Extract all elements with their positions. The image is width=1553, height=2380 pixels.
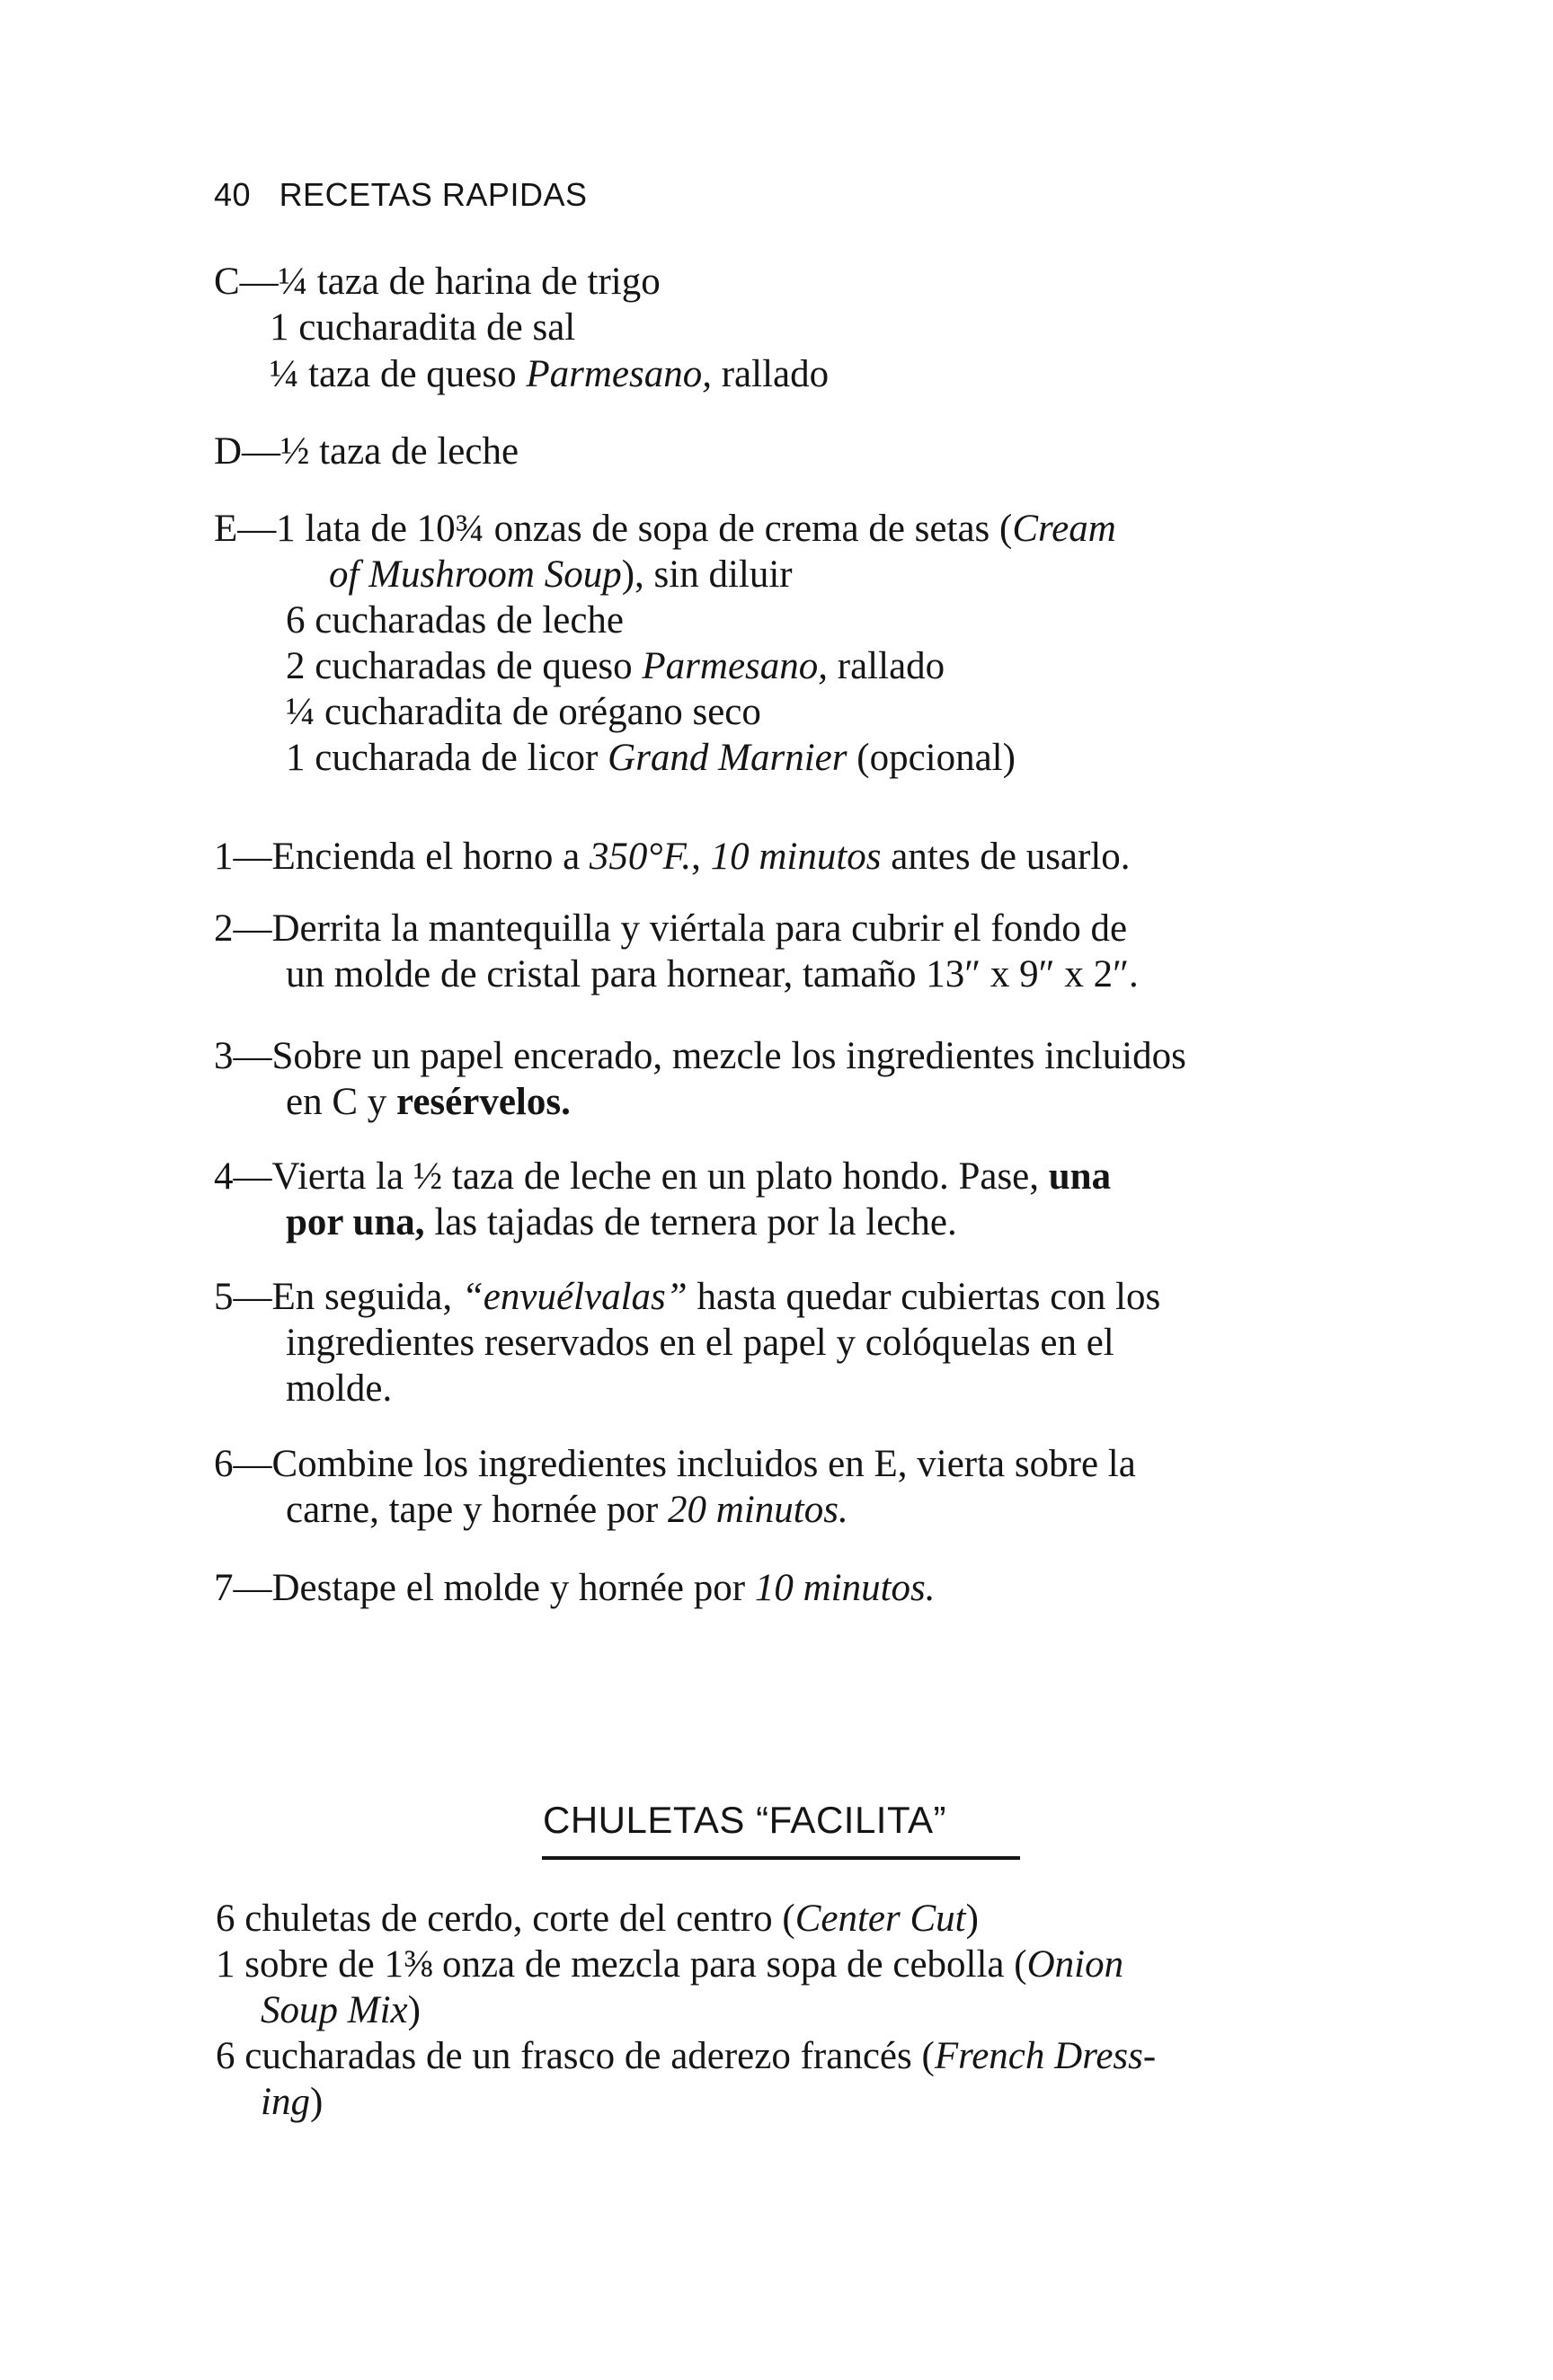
step-7: 7—Destape el molde y hornée por 10 minutos. [214, 1567, 936, 1609]
ingredient-e-line-1: E—1 lata de 10¾ onzas de sopa de crema de setas (Cream [214, 508, 1116, 550]
step-6-line-1: 6—Combine los ingredientes incluidos en E, vierta sobre la [214, 1443, 1136, 1485]
recipe2-ingredient-3-line-1: 6 cucharadas de un frasco de aderezo francés (French Dress- [216, 2035, 1157, 2077]
step-3-line-2: en C y resérvelos. [286, 1081, 571, 1123]
ingredient-e-line-6: 1 cucharada de licor Grand Marnier (opcional) [286, 737, 1016, 779]
step-4-line-2: por una, las tajadas de ternera por la leche. [286, 1201, 957, 1243]
recipe2-ingredient-1: 6 chuletas de cerdo, corte del centro (Center Cut) [216, 1898, 979, 1940]
ingredient-c-line-1: C—¼ taza de harina de trigo [214, 261, 661, 303]
step-5-line-3: molde. [286, 1367, 393, 1410]
ingredient-e-line-3: 6 cucharadas de leche [286, 599, 625, 641]
page-header [214, 176, 587, 214]
step-6-line-2: carne, tape y hornée por 20 minutos. [286, 1489, 848, 1531]
ingredient-d-line-1: D—½ taza de leche [214, 430, 519, 473]
ingredient-e-line-4: 2 cucharadas de queso Parmesano, rallado [286, 645, 945, 687]
running-title: RECETAS RAPIDAS [279, 176, 588, 213]
ingredient-c-line-3: ¼ taza de queso Parmesano, rallado [270, 353, 830, 395]
step-2-line-1: 2—Derrita la mantequilla y viértala para cubrir el fondo de [214, 907, 1128, 950]
recipe2-ingredient-2-line-1: 1 sobre de 1⅜ onza de mezcla para sopa de cebolla (Onion [216, 1943, 1124, 1986]
step-5-line-1: 5—En seguida, “envuélvalas” hasta quedar cubiertas con los [214, 1276, 1161, 1318]
ingredient-c-line-2: 1 cucharadita de sal [270, 306, 576, 349]
recipe2-ingredient-2-line-2: Soup Mix) [261, 1989, 421, 2031]
page-number: 40 [214, 176, 252, 213]
title-underline [542, 1856, 1020, 1860]
step-2-line-2: un molde de cristal para hornear, tamaño 13″ x 9″ x 2″. [286, 953, 1139, 995]
step-4-line-1: 4—Vierta la ½ taza de leche en un plato hondo. Pase, una [214, 1155, 1112, 1198]
step-1: 1—Encienda el horno a 350°F., 10 minutos antes de usarlo. [214, 836, 1131, 878]
recipe2-ingredient-3-line-2: ing) [261, 2081, 324, 2123]
ingredient-e-line-2: of Mushroom Soup), sin diluir [329, 553, 793, 596]
step-5-line-2: ingredientes reservados en el papel y colóquelas en el [286, 1322, 1114, 1364]
step-3-line-1: 3—Sobre un papel encerado, mezcle los ingredientes incluidos [214, 1035, 1186, 1077]
ingredient-e-line-5: ¼ cucharadita de orégano seco [286, 691, 761, 733]
recipe-title: CHULETAS “FACILITA” [543, 1799, 947, 1841]
